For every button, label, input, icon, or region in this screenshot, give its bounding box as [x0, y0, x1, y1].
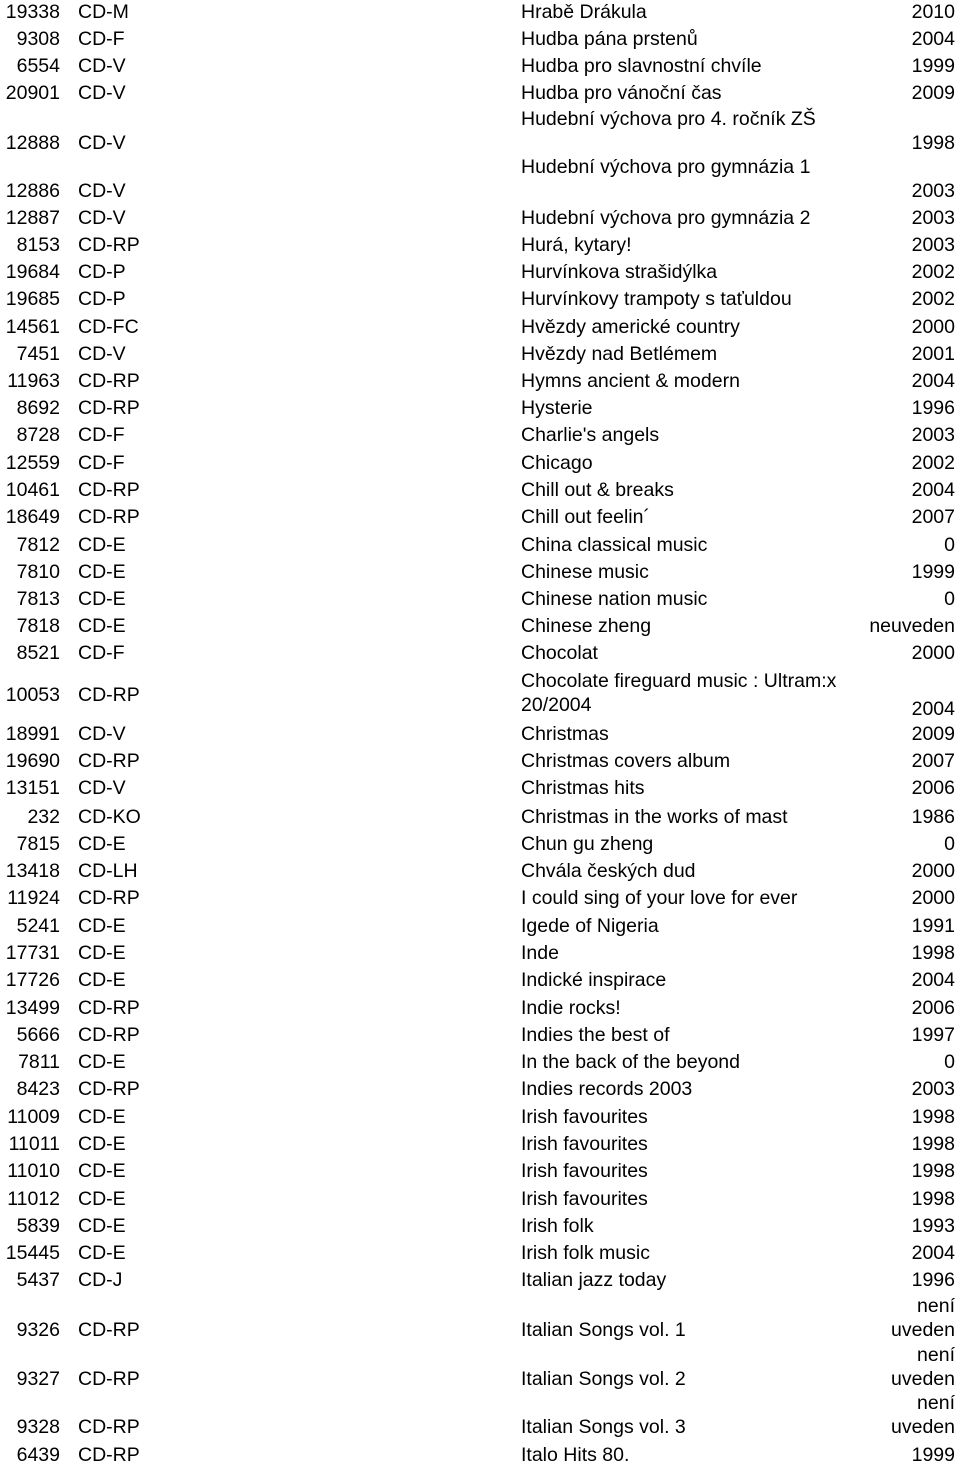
item-format: CD-RP: [78, 1368, 140, 1390]
item-year: 2006: [911, 997, 955, 1019]
item-title: I could sing of your love for ever: [521, 887, 798, 909]
item-title: Christmas: [521, 723, 609, 745]
item-year: 1998: [911, 132, 955, 154]
item-format: CD-P: [78, 261, 126, 283]
item-year: 2007: [911, 750, 955, 772]
item-title: Igede of Nigeria: [521, 915, 659, 937]
table-row: [0, 805, 960, 829]
item-id: 13151: [5, 777, 60, 799]
item-year: 1998: [911, 1188, 955, 1210]
table-row: [0, 451, 960, 475]
item-format: CD-RP: [78, 234, 140, 256]
table-row: [0, 1023, 960, 1047]
table-row: [0, 0, 960, 24]
item-year: 2000: [911, 316, 955, 338]
item-format: CD-E: [78, 1106, 126, 1128]
item-format: CD-V: [78, 343, 126, 365]
item-id: 10053: [5, 684, 60, 706]
item-title: Chicago: [521, 452, 593, 474]
item-year: 2003: [911, 424, 955, 446]
item-id: 11009: [7, 1106, 60, 1128]
item-title: Christmas covers album: [521, 750, 731, 772]
item-title: Chill out & breaks: [521, 479, 674, 501]
item-year: není uveden: [891, 1344, 955, 1390]
item-id: 18649: [5, 506, 60, 528]
item-id: 10461: [5, 479, 60, 501]
item-id: 8521: [16, 642, 60, 664]
item-title: Hrabě Drákula: [521, 1, 647, 23]
table-row: [0, 505, 960, 529]
item-year: 2001: [911, 343, 955, 365]
item-id: 9328: [16, 1416, 60, 1438]
item-format: CD-F: [78, 642, 125, 664]
item-id: 5839: [16, 1215, 60, 1237]
item-id: 19690: [5, 750, 60, 772]
item-format: CD-E: [78, 588, 126, 610]
item-title: Irish favourites: [521, 1106, 648, 1128]
item-year: 1999: [911, 55, 955, 77]
item-year: 2003: [911, 180, 955, 202]
item-format: CD-V: [78, 723, 126, 745]
item-format: CD-E: [78, 1188, 126, 1210]
item-format: CD-F: [78, 28, 125, 50]
item-year: 1997: [911, 1024, 955, 1046]
item-year: 2002: [911, 452, 955, 474]
table-row: [0, 478, 960, 502]
item-format: CD-V: [78, 132, 126, 154]
item-format: CD-RP: [78, 750, 140, 772]
table-row: [0, 1343, 960, 1391]
item-year: 2004: [911, 698, 955, 720]
table-row: [0, 315, 960, 339]
item-title: Irish folk music: [521, 1242, 650, 1264]
item-id: 5666: [16, 1024, 60, 1046]
item-year: 2002: [911, 288, 955, 310]
item-year: neuveden: [869, 615, 955, 637]
item-year: 2009: [911, 723, 955, 745]
item-year: 1998: [911, 1160, 955, 1182]
table-row: [0, 941, 960, 965]
item-year: 1986: [911, 806, 955, 828]
item-year: 2003: [911, 1078, 955, 1100]
table-row: [0, 776, 960, 800]
table-row: [0, 260, 960, 284]
item-title: Italian Songs vol. 2: [521, 1368, 686, 1390]
item-title: Chocolat: [521, 642, 598, 664]
item-format: CD-E: [78, 1215, 126, 1237]
item-title: Italian Songs vol. 3: [521, 1416, 686, 1438]
item-id: 7812: [16, 534, 60, 556]
item-year: 2003: [911, 234, 955, 256]
item-id: 7818: [16, 615, 60, 637]
item-id: 12887: [5, 207, 60, 229]
item-year: 0: [944, 534, 955, 556]
item-format: CD-E: [78, 1160, 126, 1182]
item-format: CD-RP: [78, 1024, 140, 1046]
table-row: [0, 107, 960, 155]
item-title: Chvála českých dud: [521, 860, 696, 882]
item-format: CD-RP: [78, 1444, 140, 1466]
item-format: CD-J: [78, 1269, 123, 1291]
item-title: Italo Hits 80.: [521, 1444, 630, 1466]
table-row: [0, 233, 960, 257]
item-title: Irish folk: [521, 1215, 594, 1237]
item-title: Hudba pro vánoční čas: [521, 82, 722, 104]
item-id: 12886: [5, 180, 60, 202]
item-title: Italian Songs vol. 1: [521, 1319, 686, 1341]
table-row: [0, 1105, 960, 1129]
item-year: 1998: [911, 1133, 955, 1155]
item-year: 2004: [911, 969, 955, 991]
item-format: CD-E: [78, 1051, 126, 1073]
item-format: CD-RP: [78, 684, 140, 706]
table-row: [0, 832, 960, 856]
item-id: 18991: [5, 723, 60, 745]
item-title: Indické inspirace: [521, 969, 667, 991]
table-row: [0, 1159, 960, 1183]
item-id: 17726: [5, 969, 60, 991]
table-row: [0, 155, 960, 203]
item-format: CD-RP: [78, 370, 140, 392]
item-title: Chinese zheng: [521, 615, 652, 637]
item-id: 9327: [16, 1368, 60, 1390]
item-id: 11011: [8, 1133, 60, 1155]
item-title: Hudba pána prstenů: [521, 28, 698, 50]
item-format: CD-RP: [78, 887, 140, 909]
item-title: Chinese music: [521, 561, 649, 583]
item-format: CD-FC: [78, 316, 139, 338]
item-title: Inde: [521, 942, 559, 964]
item-id: 19338: [5, 1, 60, 23]
item-title: Chinese nation music: [521, 588, 708, 610]
item-id: 8692: [16, 397, 60, 419]
item-format: CD-E: [78, 969, 126, 991]
item-title: Hvězdy americké country: [521, 316, 740, 338]
item-year: není uveden: [891, 1392, 955, 1438]
item-year: 1993: [911, 1215, 955, 1237]
table-row: [0, 287, 960, 311]
item-title: Chocolate fireguard music : Ultram:x 20/2004: [521, 670, 837, 716]
item-format: CD-F: [78, 452, 125, 474]
table-row: [0, 396, 960, 420]
item-id: 14561: [5, 316, 60, 338]
item-id: 20901: [5, 82, 60, 104]
table-row: [0, 1214, 960, 1238]
item-id: 13499: [5, 997, 60, 1019]
item-title: Hysterie: [521, 397, 593, 419]
item-title: Christmas hits: [521, 777, 645, 799]
item-year: 2002: [911, 261, 955, 283]
item-year: 2006: [911, 777, 955, 799]
table-row: [0, 859, 960, 883]
item-id: 7815: [16, 833, 60, 855]
table-row: [0, 1241, 960, 1265]
item-format: CD-RP: [78, 1319, 140, 1341]
item-year: 1996: [911, 1269, 955, 1291]
item-format: CD-E: [78, 833, 126, 855]
table-row: [0, 206, 960, 230]
item-id: 7451: [16, 343, 60, 365]
item-id: 7810: [16, 561, 60, 583]
item-id: 7813: [16, 588, 60, 610]
item-id: 6554: [16, 55, 60, 77]
table-row: [0, 533, 960, 557]
table-row: [0, 1077, 960, 1101]
item-id: 11010: [7, 1160, 60, 1182]
item-id: 12559: [5, 452, 60, 474]
table-row: [0, 342, 960, 366]
item-title: Charlie's angels: [521, 424, 660, 446]
item-format: CD-E: [78, 1133, 126, 1155]
item-format: CD-RP: [78, 1078, 140, 1100]
item-format: CD-E: [78, 1242, 126, 1264]
item-title: Christmas in the works of mast: [521, 806, 788, 828]
item-year: 2004: [911, 1242, 955, 1264]
table-row: [0, 886, 960, 910]
item-id: 8728: [16, 424, 60, 446]
item-format: CD-LH: [78, 860, 138, 882]
item-year: 2000: [911, 860, 955, 882]
item-id: 6439: [16, 1444, 60, 1466]
item-title: Irish favourites: [521, 1160, 648, 1182]
table-row: [0, 1187, 960, 1211]
item-id: 11924: [7, 887, 60, 909]
item-format: CD-E: [78, 942, 126, 964]
item-format: CD-P: [78, 288, 126, 310]
table-row: [0, 1294, 960, 1342]
item-year: 1998: [911, 1106, 955, 1128]
item-year: 1998: [911, 942, 955, 964]
item-format: CD-M: [78, 1, 129, 23]
item-id: 8153: [16, 234, 60, 256]
item-year: 1999: [911, 561, 955, 583]
item-id: 17731: [5, 942, 60, 964]
table-row: [0, 641, 960, 665]
item-title: Hurvínkova strašidýlka: [521, 261, 718, 283]
item-format: CD-RP: [78, 997, 140, 1019]
item-title: Hudební výchova pro gymnázia 2: [521, 207, 811, 229]
item-year: 2004: [911, 28, 955, 50]
item-id: 5437: [16, 1269, 60, 1291]
table-row: [0, 996, 960, 1020]
item-id: 15445: [5, 1242, 60, 1264]
item-id: 19684: [5, 261, 60, 283]
item-format: CD-V: [78, 55, 126, 77]
item-title: Irish favourites: [521, 1133, 648, 1155]
table-row: [0, 1443, 960, 1467]
item-id: 19685: [5, 288, 60, 310]
item-id: 9326: [16, 1319, 60, 1341]
item-title: Hurvínkovy trampoty s taťuldou: [521, 288, 792, 310]
item-title: Hudební výchova pro gymnázia 1: [521, 156, 811, 178]
item-format: CD-E: [78, 915, 126, 937]
item-format: CD-KO: [78, 806, 141, 828]
item-format: CD-RP: [78, 397, 140, 419]
item-year: 1996: [911, 397, 955, 419]
table-row: [0, 722, 960, 746]
item-year: 0: [944, 1051, 955, 1073]
item-id: 7811: [18, 1051, 60, 1073]
item-title: Indies the best of: [521, 1024, 670, 1046]
item-title: Hudební výchova pro 4. ročník ZŠ: [521, 108, 816, 130]
item-title: Hudba pro slavnostní chvíle: [521, 55, 762, 77]
table-row: [0, 1132, 960, 1156]
item-title: Chill out feelin´: [521, 506, 650, 528]
table-row: [0, 1050, 960, 1074]
item-year: 2004: [911, 479, 955, 501]
item-id: 8423: [16, 1078, 60, 1100]
item-title: Indie rocks!: [521, 997, 621, 1019]
table-row: [0, 1391, 960, 1439]
item-id: 12888: [5, 132, 60, 154]
item-title: Hurá, kytary!: [521, 234, 632, 256]
item-id: 13418: [5, 860, 60, 882]
table-row: [0, 749, 960, 773]
table-row: [0, 587, 960, 611]
item-title: Indies records 2003: [521, 1078, 693, 1100]
table-row: [0, 369, 960, 393]
item-format: CD-V: [78, 180, 126, 202]
item-year: 1991: [911, 915, 955, 937]
item-format: CD-V: [78, 207, 126, 229]
item-year: 0: [944, 833, 955, 855]
table-row: [0, 614, 960, 638]
item-year: 2004: [911, 370, 955, 392]
item-title: Chun gu zheng: [521, 833, 654, 855]
item-title: In the back of the beyond: [521, 1051, 740, 1073]
item-title: Italian jazz today: [521, 1269, 667, 1291]
item-year: není uveden: [891, 1295, 955, 1341]
item-year: 0: [944, 588, 955, 610]
item-title: Irish favourites: [521, 1188, 648, 1210]
table-row: [0, 669, 960, 721]
item-id: 9308: [16, 28, 60, 50]
item-year: 2003: [911, 207, 955, 229]
item-format: CD-E: [78, 534, 126, 556]
table-row: [0, 423, 960, 447]
item-title: China classical music: [521, 534, 708, 556]
table-row: [0, 81, 960, 105]
item-year: 1999: [911, 1444, 955, 1466]
item-title: Hvězdy nad Betlémem: [521, 343, 718, 365]
table-row: [0, 560, 960, 584]
item-year: 2007: [911, 506, 955, 528]
item-id: 5241: [16, 915, 60, 937]
item-year: 2010: [911, 1, 955, 23]
item-format: CD-F: [78, 424, 125, 446]
item-year: 2009: [911, 82, 955, 104]
item-id: 232: [27, 806, 60, 828]
item-title: Hymns ancient & modern: [521, 370, 740, 392]
item-id: 11963: [7, 370, 60, 392]
item-format: CD-RP: [78, 506, 140, 528]
item-format: CD-RP: [78, 1416, 140, 1438]
item-year: 2000: [911, 642, 955, 664]
item-format: CD-RP: [78, 479, 140, 501]
table-row: [0, 1268, 960, 1292]
item-format: CD-V: [78, 82, 126, 104]
table-row: [0, 914, 960, 938]
table-row: [0, 54, 960, 78]
item-format: CD-E: [78, 615, 126, 637]
item-format: CD-V: [78, 777, 126, 799]
item-id: 11012: [7, 1188, 60, 1210]
table-row: [0, 968, 960, 992]
table-row: [0, 27, 960, 51]
item-year: 2000: [911, 887, 955, 909]
item-format: CD-E: [78, 561, 126, 583]
